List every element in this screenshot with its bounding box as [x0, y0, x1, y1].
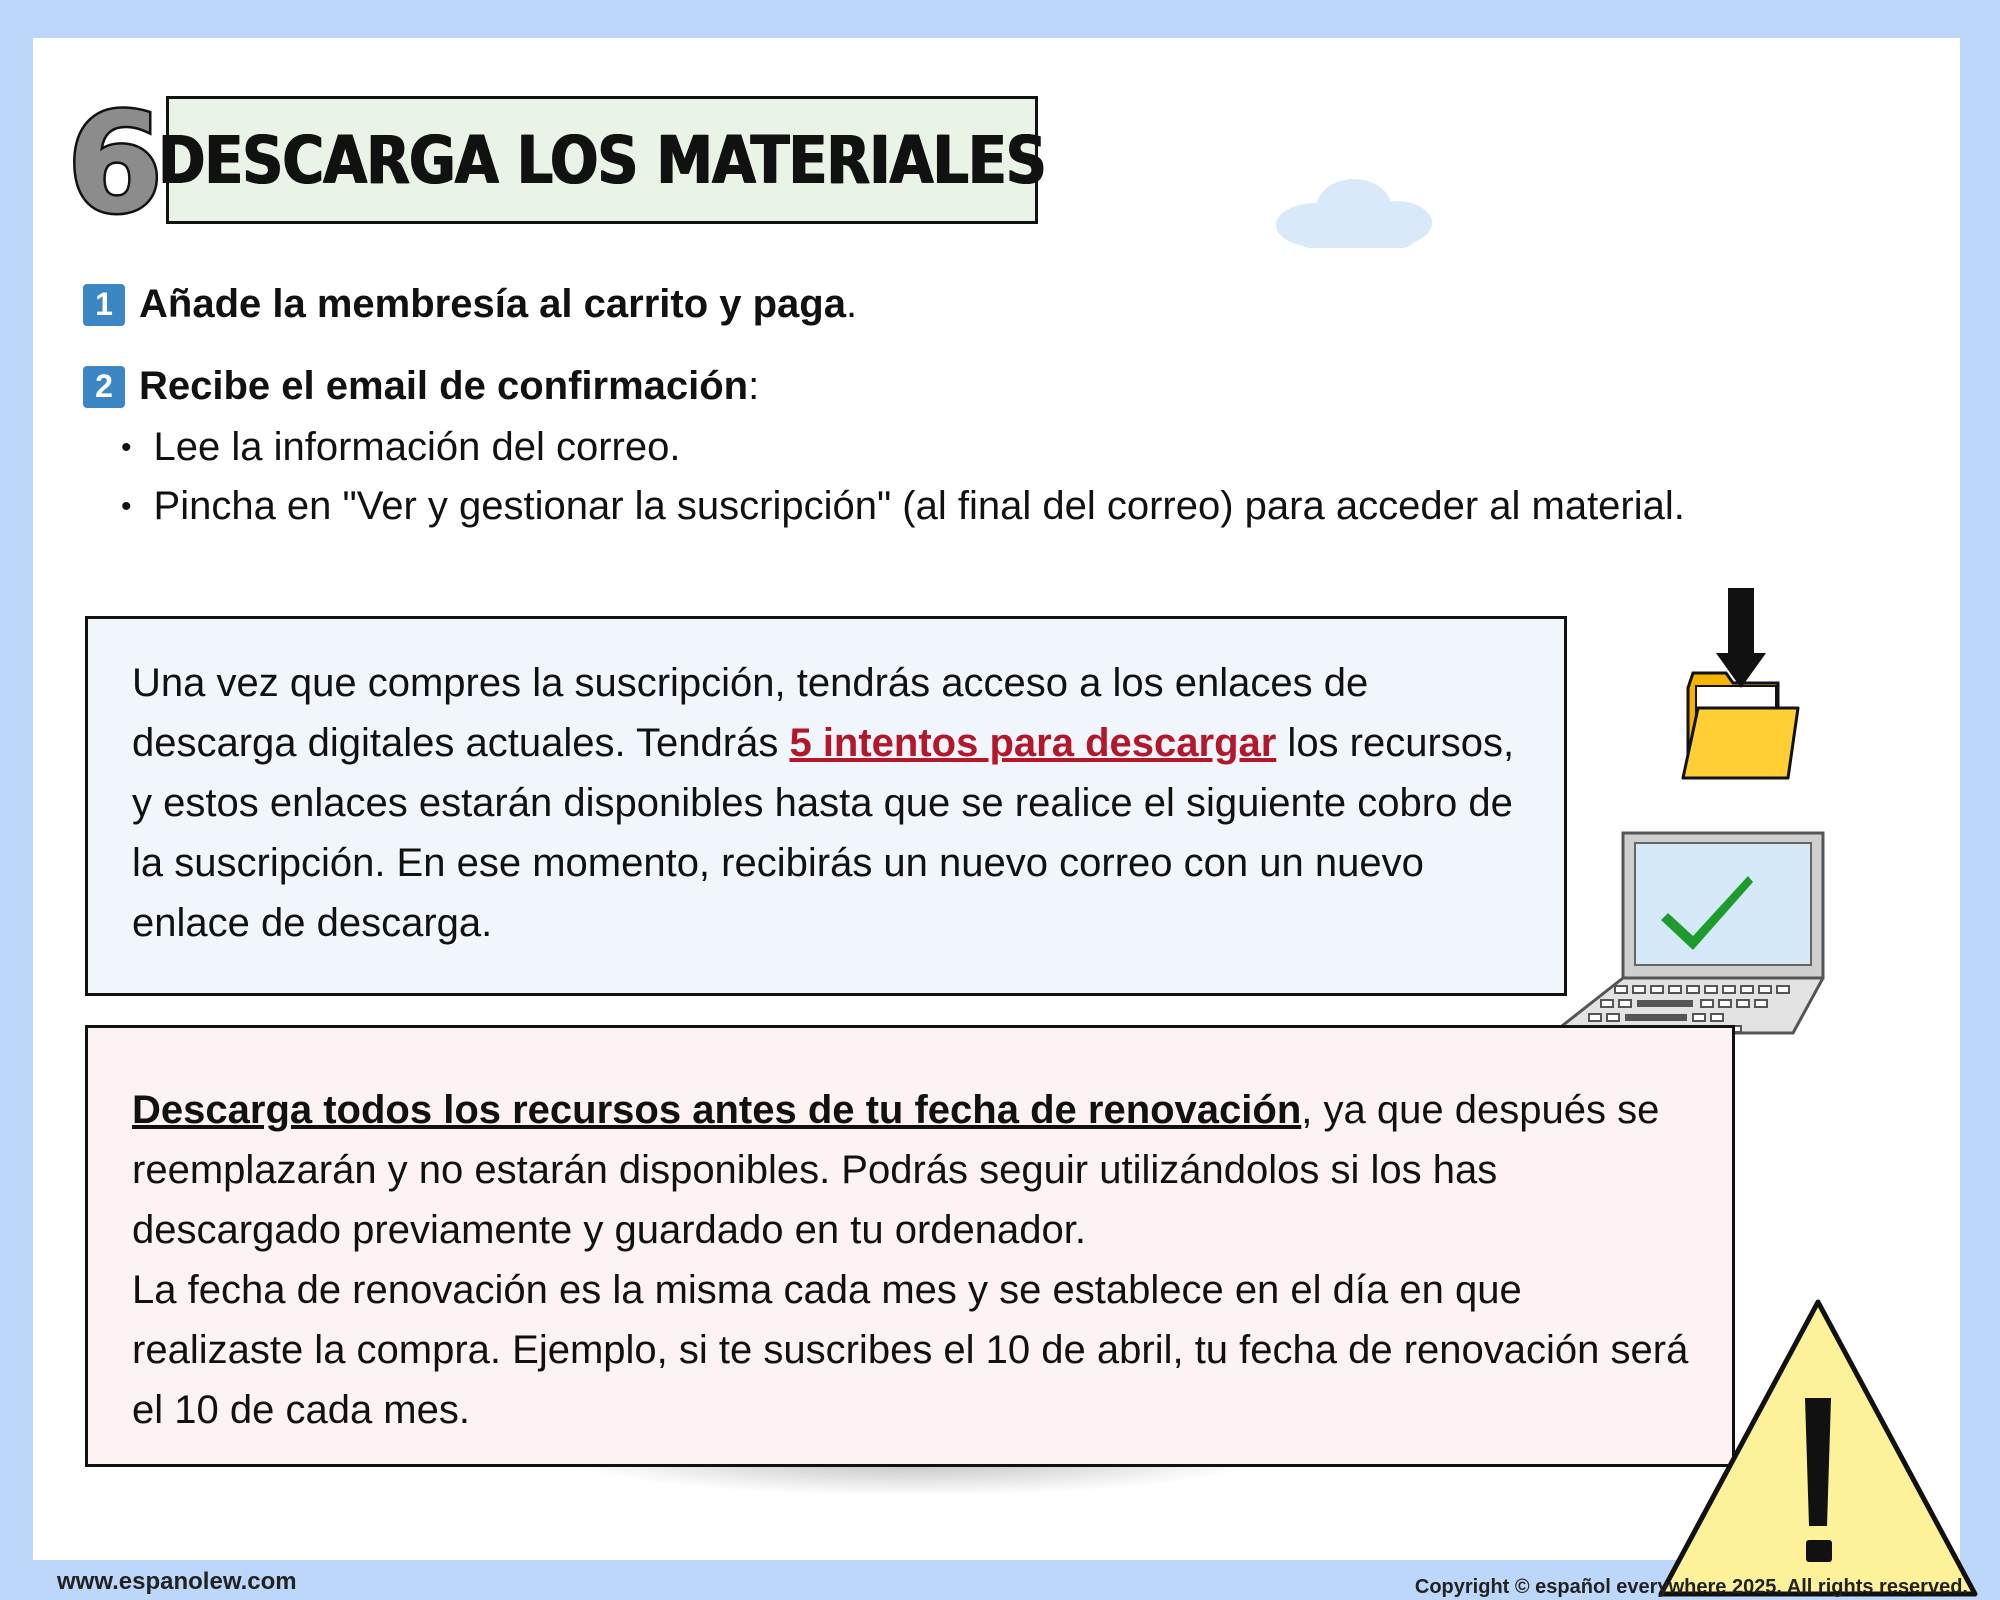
info-text-end: los recursos, y estos enlaces estarán disponibles hasta que se realice el siguiente cobro de la suscripción. En ese momento, recibirás un nuevo correo con un nuevo enlace de descarga. [132, 721, 1515, 945]
bullet-2-text: Pincha en "Ver y gestionar la suscripción" (al final del correo) para acceder al material. [153, 484, 1685, 528]
laptop-checkmark-icon [1553, 828, 1833, 1043]
step-2-text: Recibe el email de confirmación [139, 364, 749, 408]
download-attempts-highlight: 5 intentos para descargar [789, 721, 1277, 765]
warning-text-1: , ya que después se reemplazarán y no estarán disponibles. Podrás seguir utilizándolos si los has descargado previamente y guardado en tu ordenador. [132, 1088, 1660, 1252]
info-box [85, 616, 1567, 996]
step-1 [83, 282, 857, 327]
step-number: 6 [66, 93, 164, 233]
page-card [33, 38, 1960, 1560]
step-number-graphic [63, 93, 173, 233]
step-2-tail: : [748, 364, 760, 408]
step-1-text: Añade la membresía al carrito y paga [139, 282, 846, 326]
step-1-badge: 1 [83, 284, 125, 326]
warning-triangle-icon [1653, 1298, 1983, 1598]
list-item: • Pincha en "Ver y gestionar la suscripción" (al final del correo) para acceder al material. [121, 484, 1685, 528]
step-2-badge: 2 [83, 366, 125, 408]
list-item: • Lee la información del correo. [121, 425, 681, 469]
step-2 [83, 364, 759, 409]
title-box [158, 96, 1046, 224]
cloud-icon [1266, 175, 1446, 255]
renewal-warning-underlined: Descarga todos los recursos antes de tu fecha de renovación [132, 1088, 1302, 1132]
step-1-tail: . [845, 282, 858, 326]
footer-copyright: Copyright © español everywhere 2025. All rights reserved. [1414, 1576, 1968, 1598]
warning-text-2: La fecha de renovación es la misma cada mes y se establece en el día en que realizaste la compra. Ejemplo, si te suscribes el 10 de abril, tu fecha de renovación será el 10 de cada mes. [132, 1268, 1689, 1432]
warning-box [85, 1025, 1735, 1467]
bullet-1-text: Lee la información del correo. [153, 425, 681, 469]
page-title: DESCARGA LOS MATERIALES [158, 121, 1046, 199]
info-text-start: Una vez que compres la suscripción, tendrás acceso a los enlaces de descarga digitales actuales. Tendrás [132, 661, 1369, 765]
footer-website: www.espanolew.com [57, 1568, 297, 1595]
download-folder-icon [1658, 588, 1818, 818]
